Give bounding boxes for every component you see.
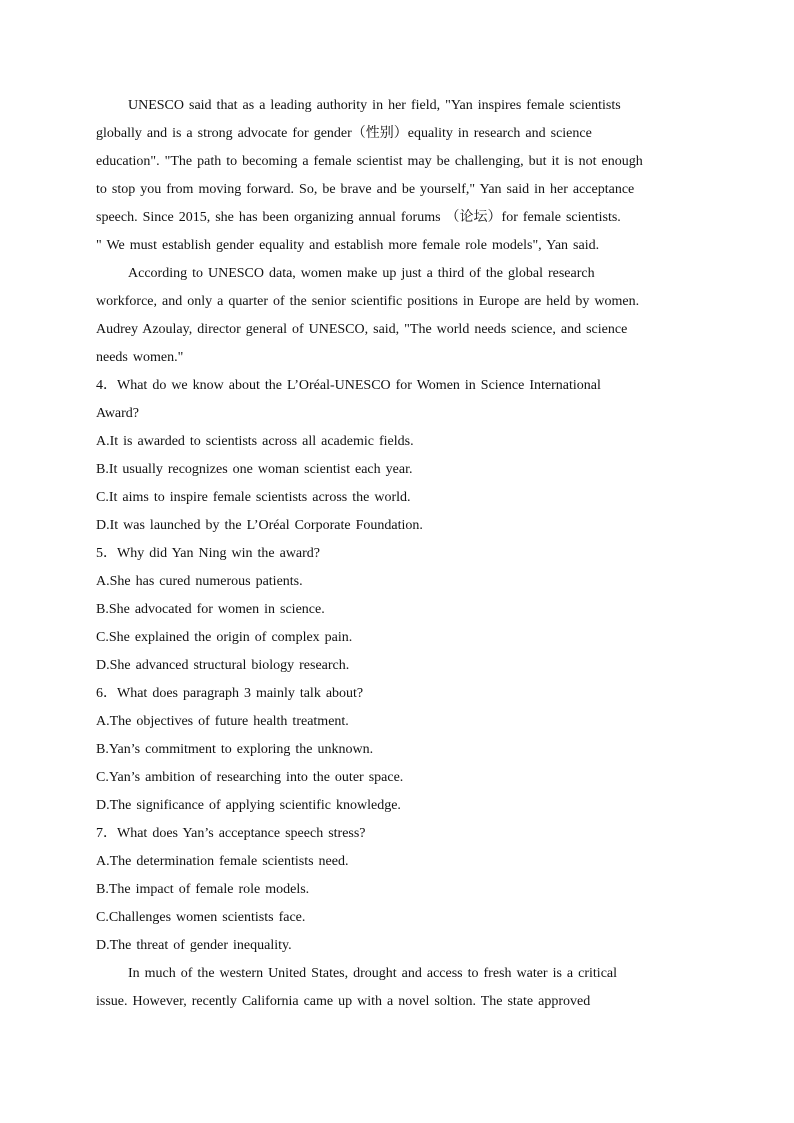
- option-a: A.The determination female scientists need.: [96, 854, 349, 869]
- question-stem: 6．What does paragraph 3 mainly talk about?: [96, 686, 364, 701]
- option-a: A.It is awarded to scientists across all academic fields.: [96, 434, 414, 449]
- text-line: " We must establish gender equality and establish more female role models", Yan said.: [96, 238, 600, 253]
- option-c: C.Challenges women scientists face.: [96, 910, 306, 925]
- text-line: to stop you from moving forward. So, be brave and be yourself," Yan said in her acceptance: [96, 182, 635, 197]
- option-b: B.The impact of female role models.: [96, 882, 310, 897]
- option-b: B.It usually recognizes one woman scientist each year.: [96, 462, 413, 477]
- text-line: Audrey Azoulay, director general of UNESCO, said, "The world needs science, and science: [96, 322, 628, 337]
- document-body: [96, 92, 696, 1016]
- paragraph-unesco-data: [96, 260, 696, 372]
- option-c: C.She explained the origin of complex pain.: [96, 630, 353, 645]
- question-stem: 5．Why did Yan Ning win the award?: [96, 546, 321, 561]
- question-stem: 7．What does Yan’s acceptance speech stress?: [96, 826, 366, 841]
- paragraph-unesco-quote: [96, 92, 696, 260]
- question-4: [96, 372, 696, 540]
- option-c: C.It aims to inspire female scientists across the world.: [96, 490, 411, 505]
- text-line: needs women.": [96, 350, 184, 365]
- option-d: D.The significance of applying scientific knowledge.: [96, 798, 401, 813]
- question-6: [96, 680, 696, 820]
- option-a: A.The objectives of future health treatment.: [96, 714, 349, 729]
- option-d: D.She advanced structural biology research.: [96, 658, 350, 673]
- option-d: D.The threat of gender inequality.: [96, 938, 292, 953]
- text-line: globally and is a strong advocate for gender（性别）equality in research and science: [96, 126, 592, 141]
- option-b: B.She advocated for women in science.: [96, 602, 325, 617]
- text-line: workforce, and only a quarter of the senior scientific positions in Europe are held by women.: [96, 294, 640, 309]
- option-a: A.She has cured numerous patients.: [96, 574, 303, 589]
- option-c: C.Yan’s ambition of researching into the outer space.: [96, 770, 404, 785]
- option-d: D.It was launched by the L’Oréal Corporate Foundation.: [96, 518, 423, 533]
- option-b: B.Yan’s commitment to exploring the unknown.: [96, 742, 374, 757]
- question-stem: Award?: [96, 406, 140, 421]
- text-line: education". "The path to becoming a female scientist may be challenging, but it is not enough: [96, 154, 643, 169]
- question-5: [96, 540, 696, 680]
- text-line: According to UNESCO data, women make up just a third of the global research: [128, 266, 595, 281]
- question-stem: 4．What do we know about the L’Oréal-UNESCO for Women in Science International: [96, 378, 601, 393]
- text-line: speech. Since 2015, she has been organizing annual forums （论坛）for female scientists.: [96, 210, 621, 225]
- paragraph-california-drought: [96, 960, 696, 1016]
- text-line: UNESCO said that as a leading authority in her field, "Yan inspires female scientists: [128, 98, 621, 113]
- text-line: In much of the western United States, drought and access to fresh water is a critical: [128, 966, 618, 981]
- question-7: [96, 820, 696, 960]
- text-line: issue. However, recently California came up with a novel soltion. The state approved: [96, 994, 591, 1009]
